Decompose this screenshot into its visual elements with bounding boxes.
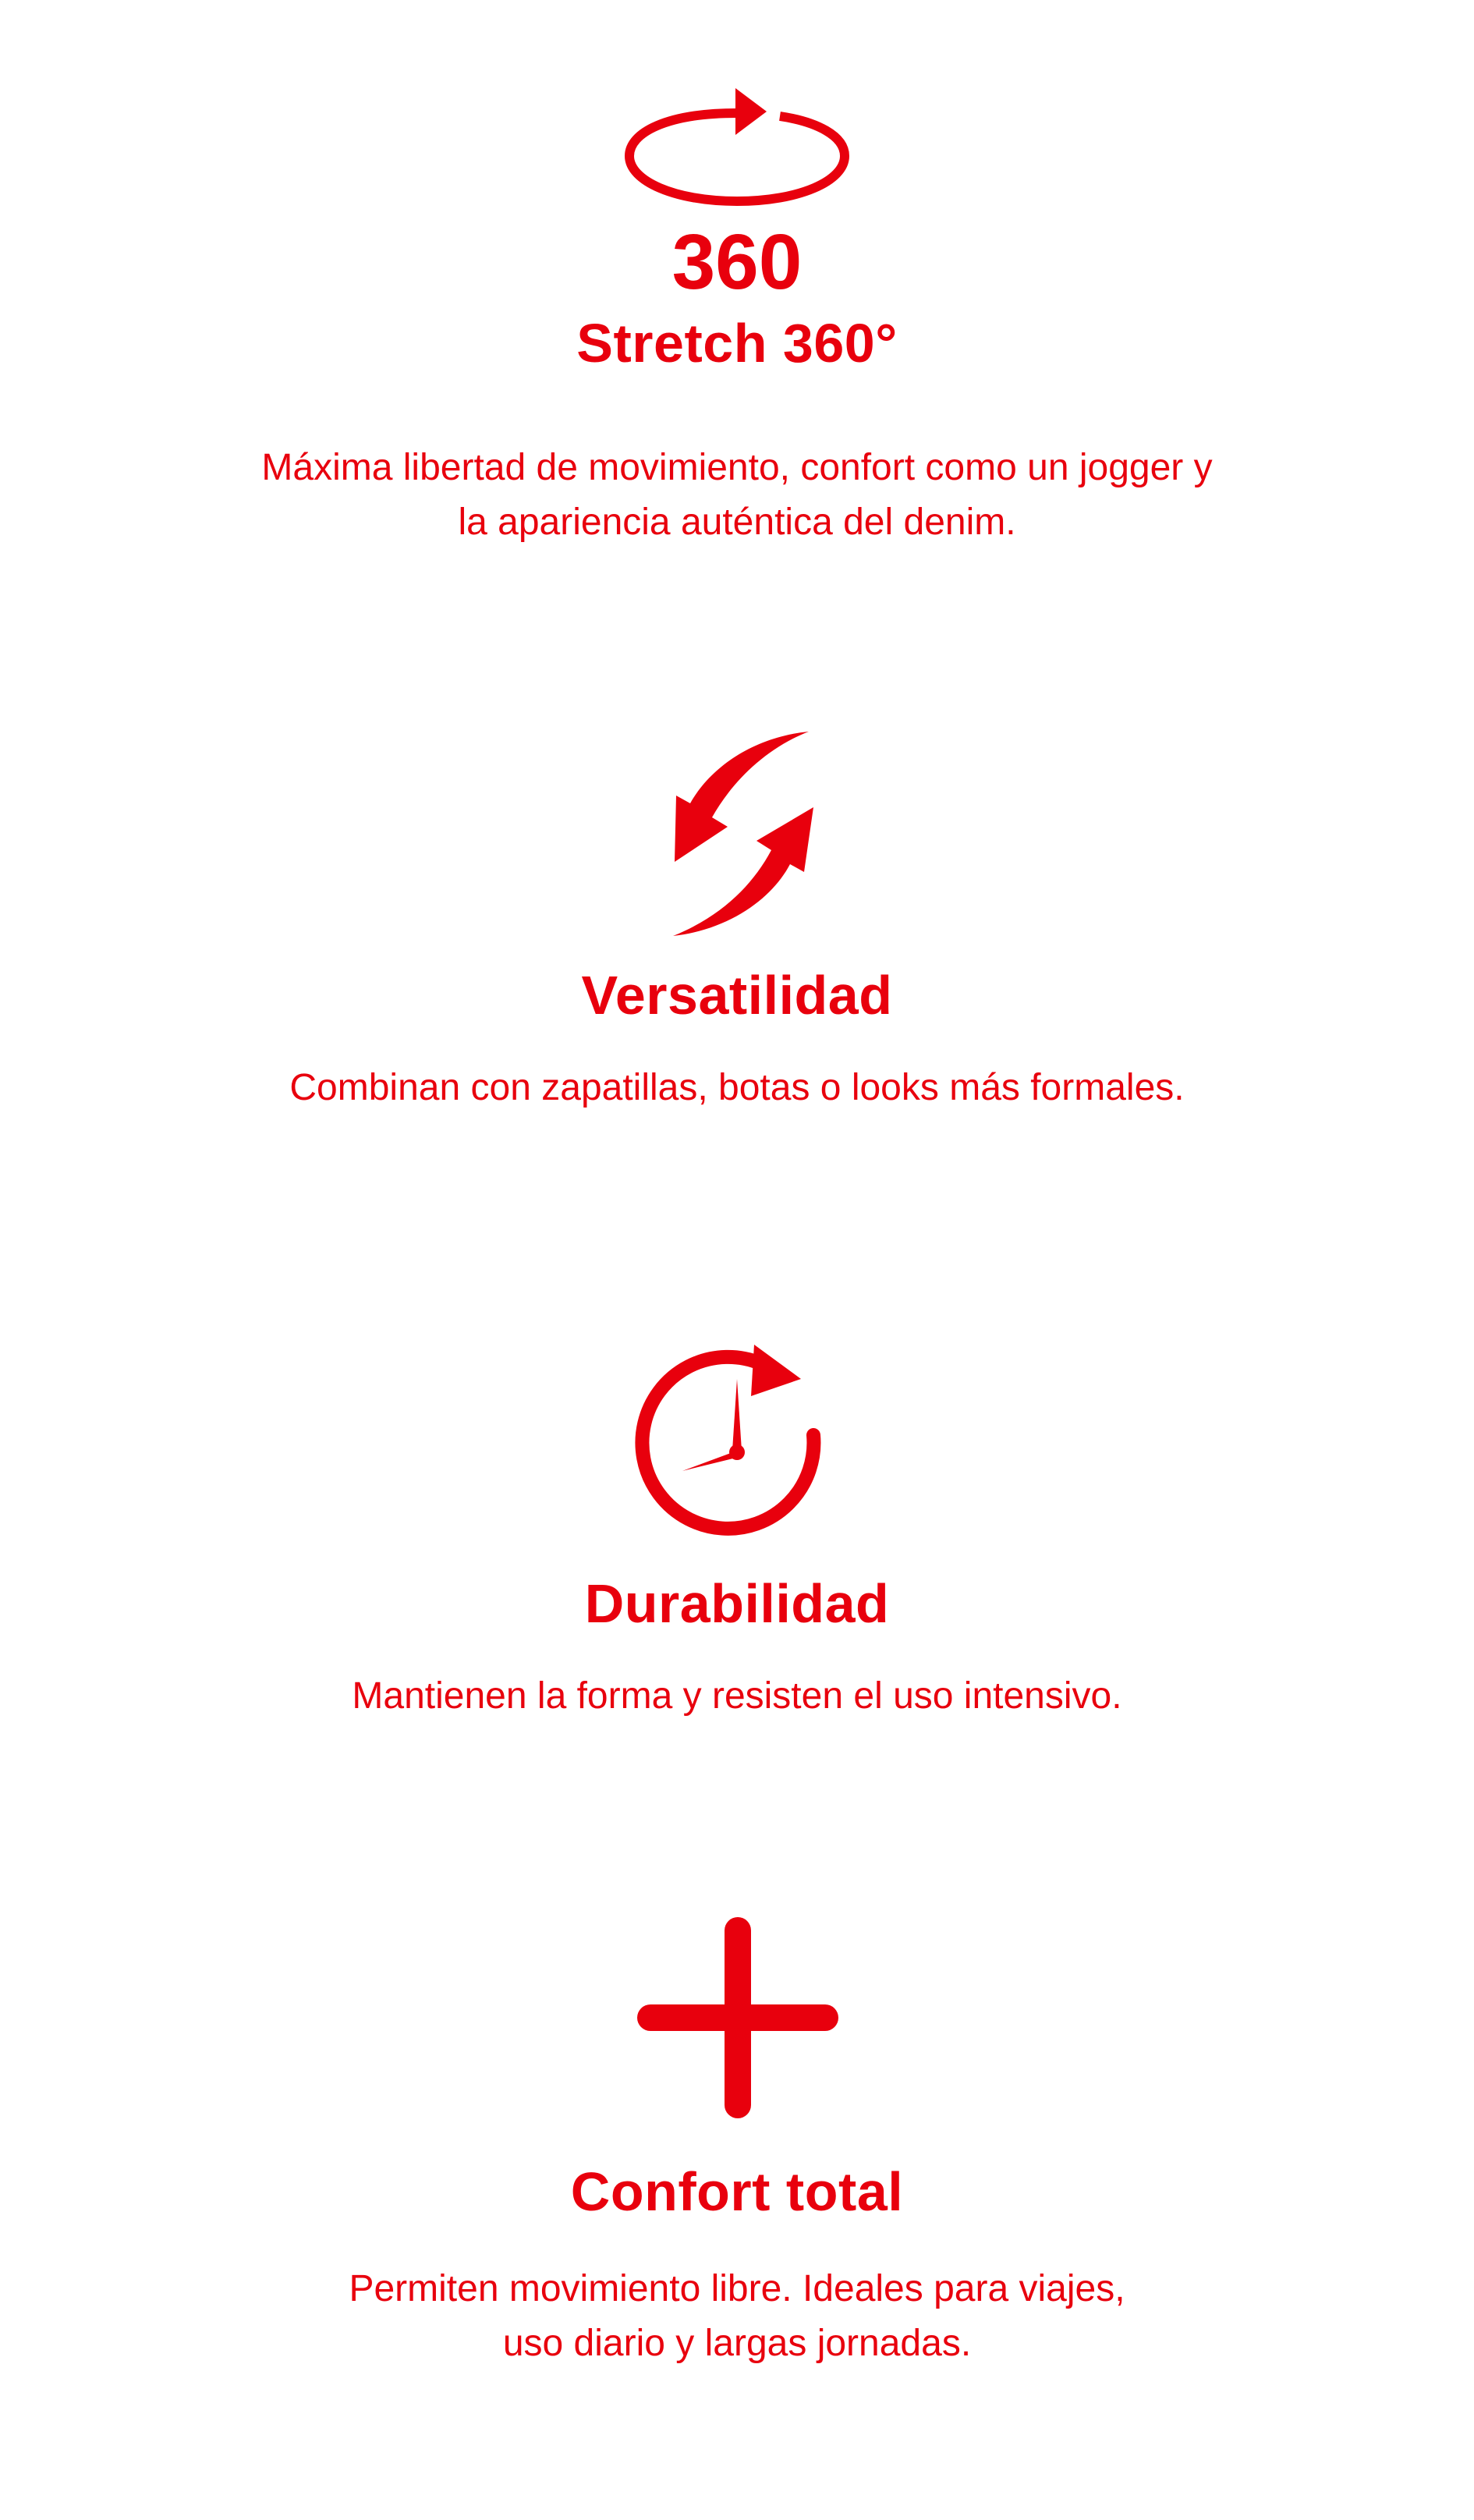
description-line: Máxima libertad de movimiento, confort como un jogger y xyxy=(261,447,1213,488)
rotate-360-label: 360 xyxy=(671,218,803,292)
feature-versatilidad xyxy=(0,725,1474,1108)
plus-icon xyxy=(628,1911,846,2129)
feature-title: Stretch 360° xyxy=(576,313,898,374)
feature-title: Versatilidad xyxy=(581,965,893,1026)
feature-description xyxy=(0,441,1474,550)
rotate-360-icon xyxy=(620,78,854,292)
feature-title: Confort total xyxy=(570,2161,904,2222)
description-line: Permiten movimiento libre. Ideales para viajes, xyxy=(349,2268,1125,2309)
feature-confort-total xyxy=(0,1911,1474,2364)
swap-arrows-icon xyxy=(628,725,846,944)
feature-description xyxy=(0,2262,1474,2371)
description-line: la apariencia auténtica del denim. xyxy=(458,502,1016,543)
feature-stretch-360 xyxy=(0,78,1474,543)
feature-description xyxy=(0,1669,1474,1724)
description-line: Mantienen la forma y resisten el uso intensivo. xyxy=(352,1675,1122,1717)
description-line: Combinan con zapatillas, botas o looks más formales. xyxy=(289,1067,1185,1108)
feature-durabilidad xyxy=(0,1342,1474,1717)
description-line: uso diario y largas jornadas. xyxy=(502,2323,972,2364)
feature-description xyxy=(0,1061,1474,1115)
clock-refresh-icon xyxy=(628,1342,846,1560)
feature-title: Durabilidad xyxy=(584,1573,890,1634)
